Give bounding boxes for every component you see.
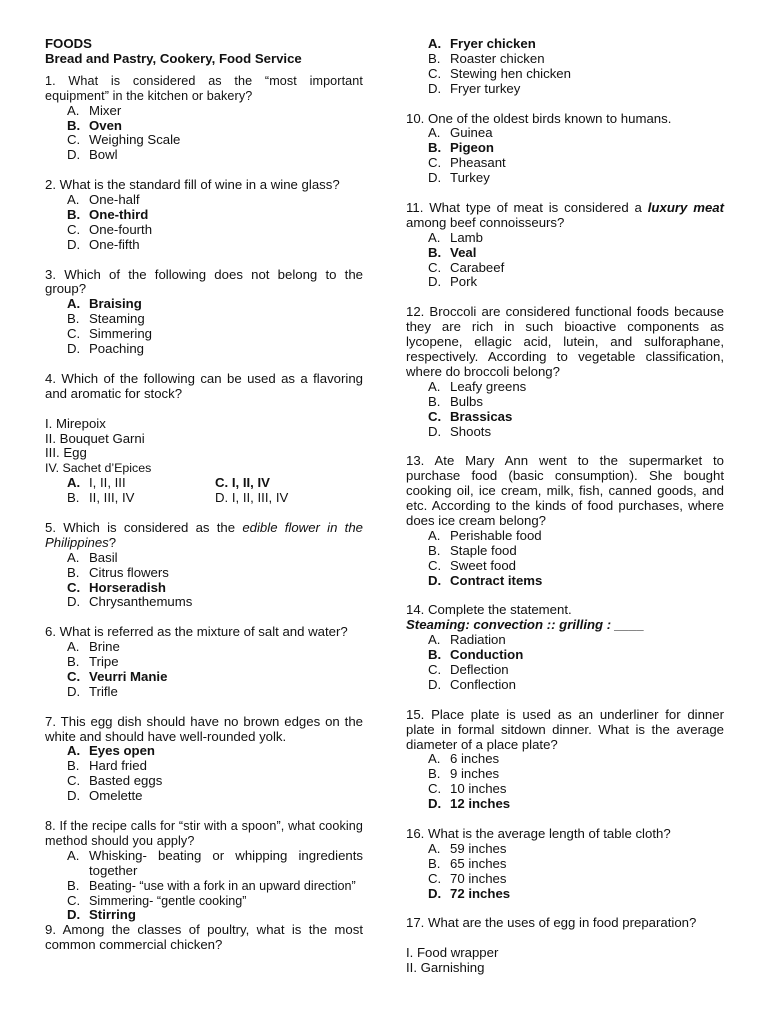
- option-a-answer: A. Eyes open: [67, 743, 155, 759]
- option-c: C. Simmering- “gentle cooking”: [67, 892, 247, 908]
- question-5: 5. Which is considered as the edible flower in the Philippines?: [45, 519, 363, 550]
- option-c-answer: C. Veurri Manie: [67, 668, 168, 684]
- option-b-answer: B. Conduction: [428, 647, 524, 663]
- option-a: A. Leafy greens: [428, 378, 527, 394]
- question-4-options-row-1: [45, 476, 363, 491]
- option-a: A. Brine: [67, 639, 120, 655]
- option-a: A. I, II, III: [67, 475, 126, 491]
- option-c-answer: C. Horseradish: [67, 579, 166, 595]
- option-d: D. Bowl: [67, 147, 118, 163]
- item-iv: IV. Sachet d’Epices: [45, 461, 152, 476]
- question-6-options: [45, 640, 363, 700]
- question-2: 2. What is the standard fill of wine in a wine glass?: [45, 177, 340, 193]
- question-6: 6. What is referred as the mixture of salt and water?: [45, 624, 348, 640]
- option-c: C. 70 inches: [428, 870, 507, 886]
- left-column: [45, 37, 363, 953]
- option-c: C. One-fourth: [67, 221, 153, 237]
- option-d: D. Fryer turkey: [428, 80, 521, 96]
- question-4: 4. Which of the following can be used as a flavoring and aromatic for stock?: [45, 370, 363, 401]
- question-8-options: [45, 849, 363, 924]
- option-d: D. Shoots: [428, 423, 492, 439]
- question-3-options: [45, 297, 363, 357]
- right-column: [406, 37, 724, 976]
- option-c: C. Carabeef: [428, 259, 505, 275]
- option-c: C. Simmering: [67, 326, 153, 342]
- question-10-options: [406, 126, 724, 186]
- option-d: D. I, II, III, IV: [215, 490, 289, 506]
- question-14-analogy: Steaming: convection :: grilling : ____: [406, 617, 645, 633]
- page-subtitle: Bread and Pastry, Cookery, Food Service: [45, 50, 302, 66]
- question-15: 15. Place plate is used as an underliner for dinner plate in formal sitdown dinner. What is the average diameter of a place plate?: [406, 706, 724, 752]
- question-2-options: [45, 193, 363, 253]
- option-a: A. One-half: [67, 192, 140, 208]
- question-12: 12. Broccoli are considered functional foods because they are rich in such bioactive components as lycopene, ellagic acid, lutein, and sulforaphane, respectively. According to vegetable classification, where do broccoli belong?: [406, 304, 724, 379]
- option-b: B. Roaster chicken: [428, 50, 545, 66]
- option-c: C. Basted eggs: [67, 773, 163, 789]
- option-d: D. Turkey: [428, 170, 490, 186]
- option-b: B. Steaming: [67, 311, 145, 327]
- option-b: B. 65 inches: [428, 855, 507, 871]
- option-b: B. Citrus flowers: [67, 564, 169, 580]
- option-d: D. Poaching: [67, 341, 144, 357]
- option-c: C. Pheasant: [428, 155, 506, 171]
- question-1: 1. What is considered as the “most important equipment” in the kitchen or bakery?: [45, 73, 363, 103]
- option-c-answer: C. I, II, IV: [215, 475, 270, 491]
- option-c-answer: C. Brassicas: [428, 408, 513, 424]
- question-14-options: [406, 633, 724, 693]
- question-7-options: [45, 744, 363, 804]
- option-b-answer: B. One-third: [67, 206, 149, 222]
- question-5-options: [45, 551, 363, 611]
- option-c: C. Sweet food: [428, 557, 516, 573]
- question-3: 3. Which of the following does not belong to the group?: [45, 266, 363, 297]
- question-11-options: [406, 231, 724, 291]
- option-a: A. 59 inches: [428, 840, 507, 856]
- option-d: D. Conflection: [428, 676, 516, 692]
- option-a-answer: A. Braising: [67, 296, 142, 312]
- option-b: B. Bulbs: [428, 393, 483, 409]
- item-i: I. Mirepoix: [45, 415, 106, 431]
- option-a: A. Mixer: [67, 102, 122, 118]
- option-d-answer: D. 12 inches: [428, 796, 511, 812]
- option-b-answer: B. Pigeon: [428, 140, 494, 156]
- option-c: C. 10 inches: [428, 781, 507, 797]
- option-a: A. Whisking- beating or whipping ingredients together: [67, 847, 363, 878]
- question-7: 7. This egg dish should have no brown edges on the white and should have well-rounded yolk.: [45, 713, 363, 744]
- question-14: 14. Complete the statement.: [406, 602, 572, 618]
- option-d: D. One-fifth: [67, 236, 140, 252]
- question-15-options: [406, 752, 724, 812]
- question-17: 17. What are the uses of egg in food preparation?: [406, 915, 697, 931]
- option-c: C. Weighing Scale: [67, 132, 181, 148]
- option-a: A. Lamb: [428, 229, 483, 245]
- option-d: D. Omelette: [67, 788, 143, 804]
- question-12-options: [406, 380, 724, 440]
- question-13-options: [406, 529, 724, 589]
- question-9: 9. Among the classes of poultry, what is the most common commercial chicken?: [45, 922, 363, 953]
- item-i: I. Food wrapper: [406, 945, 499, 961]
- option-c: C. Deflection: [428, 661, 509, 677]
- question-11: 11. What type of meat is considered a luxury meat among beef connoisseurs?: [406, 199, 725, 230]
- option-b: B. 9 inches: [428, 766, 500, 782]
- question-9-options: [406, 37, 724, 97]
- option-d-answer: D. Contract items: [428, 572, 543, 588]
- option-a: A. Perishable food: [428, 527, 542, 543]
- option-b: B. Hard fried: [67, 758, 147, 774]
- option-d: D. Chrysanthemums: [67, 594, 193, 610]
- question-16-options: [406, 842, 724, 902]
- option-a-answer: A. Fryer chicken: [428, 36, 536, 51]
- option-d-answer: D. Stirring: [67, 907, 136, 923]
- option-d: D. Pork: [428, 274, 478, 290]
- option-d-answer: D. 72 inches: [428, 885, 511, 901]
- page-title: FOODS: [45, 36, 92, 51]
- option-a: A. 6 inches: [428, 751, 500, 767]
- option-c: C. Stewing hen chicken: [428, 65, 571, 81]
- item-ii: II. Bouquet Garni: [45, 430, 145, 446]
- question-13: 13. Ate Mary Ann went to the supermarket to purchase food (basic consumption). She bought cooking oil, ice cream, milk, fish, canned goods, and etc. According to the kinds of food purchases, where does ice cream belong?: [406, 453, 724, 528]
- option-a: A. Radiation: [428, 632, 506, 648]
- option-d: D. Trifle: [67, 683, 118, 699]
- option-b: B. Staple food: [428, 542, 517, 558]
- item-iii: III. Egg: [45, 445, 87, 461]
- option-b: B. Tripe: [67, 654, 119, 670]
- question-16: 16. What is the average length of table cloth?: [406, 825, 671, 841]
- option-b: B. II, III, IV: [67, 490, 135, 506]
- question-4-options-row-2: [45, 491, 363, 506]
- question-1-options: [45, 104, 363, 164]
- question-10: 10. One of the oldest birds known to humans.: [406, 110, 672, 126]
- option-b-answer: B. Oven: [67, 117, 122, 133]
- option-b-answer: B. Veal: [428, 244, 477, 260]
- question-8: 8. If the recipe calls for “stir with a spoon”, what cooking method should you apply?: [45, 819, 363, 848]
- option-a: A. Guinea: [428, 125, 493, 141]
- item-ii: II. Garnishing: [406, 960, 485, 976]
- option-a: A. Basil: [67, 549, 118, 565]
- option-b: B. Beating- “use with a fork in an upward direction”: [67, 877, 356, 893]
